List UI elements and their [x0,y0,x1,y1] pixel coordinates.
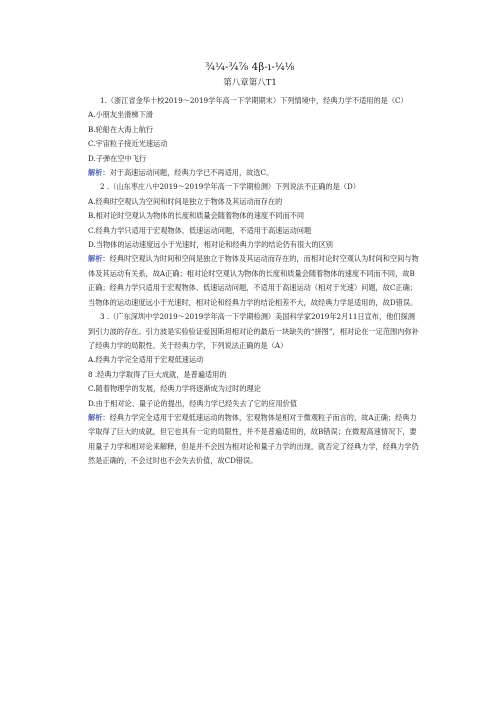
question-2-stem: 2 .（山东枣庄八中2019～2019学年高一下学期检测）下列说法不正确的是（D） [100,182,360,192]
question-1-option-c: C.宇宙粒子接近光速运动 [88,139,168,149]
header-title: ¾¼-¾⅞ 4β-ı-¼⅛ [205,62,295,73]
analysis-text: 经典力学完全适用于宏观低速运动的物体，宏观物体是相对于微观粒子而言的，故A正确；经典力学取得了巨大的成就，但它也具有一定的局限性，并不是普遍适用的，故B错误；在微观高速情况下，要用量子力学和相对论来解释，但是并不会因为相对论和量子力学的出现，就否定了经典力学，经典力学仍然是正确的，不会过时也不会失去价值，故CD错误。 [88,412,419,466]
question-3-stem: 3 .（广东深圳中学2019～2019学年高一下学期检测）美国科学家2019年2月11日宣布，他们探测到引力波的存在。引力波是实验验证爱因斯坦相对论的最后一块缺失的“拼图”，相对论在一定范围内弥补了经典力学的局限性。关于经典力学，下列说法正确的是（A） [88,312,419,350]
question-3-option-d: D.由于相对论、量子论的提出，经典力学已经失去了它的应用价值 [88,398,298,408]
analysis-text: 对于高速运动问题，经典力学已不再适用，故选C。 [109,168,274,178]
question-1-analysis [88,166,420,180]
question-3-option-a: A.经典力学完全适用于宏观低速运动 [88,355,204,365]
document-body [88,94,420,469]
question-1-stem: 1.（浙江省金华十校2019～2019学年高一下学期期末）下列情境中，经典力学不适用的是（C） [100,96,408,105]
question-2-option-a: A.经典时空观认为空间和时间是独立于物体及其运动而存在的 [88,196,283,206]
question-3-analysis [88,411,420,469]
analysis-label: 解析： [88,168,110,178]
analysis-label: 解析： [88,412,110,422]
analysis-label: 解析： [88,254,110,264]
question-2-analysis [88,252,420,310]
question-2-option-c: C.经典力学只适用于宏观物体、低速运动问题，不适用于高速运动问题 [88,225,312,235]
header-subtitle: 第八章第八T1 [223,78,277,88]
question-1-option-d: D.子弹在空中飞行 [88,153,147,163]
question-3-option-c: C.随着物理学的发展，经典力学将逐渐成为过时的理论 [88,384,261,394]
analysis-text: 经典时空观认为时间和空间是独立于物体及其运动而存在的，而相对论时空观认为时间和空间与物体及其运动有关系，故A正确；相对论时空观认为物体的长度和质量会随着物体的速度不同而不同，故B正确；经典力学只适用于宏观物体、低速运动问题，不适用于高速运动（相对于光速）问题，故C正确；当物体的运动速度远小于光速时，相对论和经典力学的结论相差不大，故经典力学是适用的，故D错误。 [88,254,419,307]
question-1-option-b: B.轮船在大海上航行 [88,124,154,134]
question-2-option-b: B.相对论时空观认为物体的长度和质量会随着物体的速度不同而不同 [88,211,305,221]
question-3-option-b: 8 .经典力学取得了巨大成就，是普遍适用的 [88,369,227,379]
question-1-option-a: A.小朋友坐滑梯下滑 [88,110,153,120]
question-2-option-d: D.当物体的运动速度远小于光速时，相对论和经典力学的结论仍有很大的区别 [88,240,333,250]
